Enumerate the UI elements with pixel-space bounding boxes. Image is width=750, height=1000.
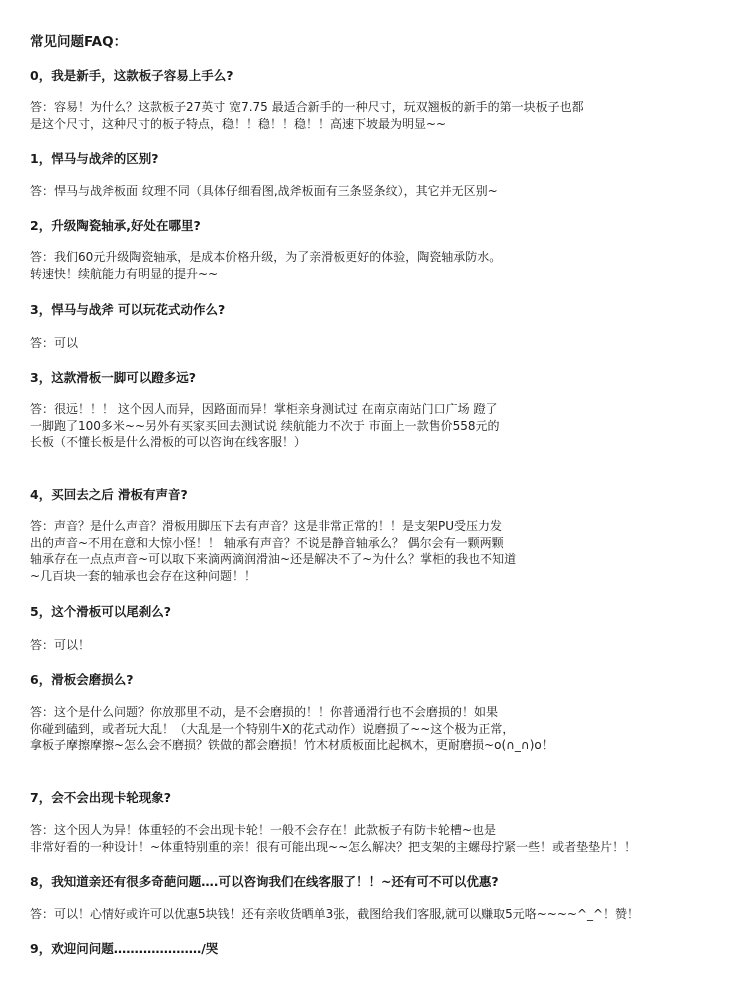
faq-answer-1 — [30, 183, 730, 200]
answer-line: 是这个尺寸，这种尺寸的板子特点，稳！！稳！！稳！！高速下坡最为明显~~ — [30, 116, 447, 131]
answer-line: 转速快！续航能力有明显的提升~~ — [30, 266, 219, 281]
faq-question-1: 1，悍马与战斧的区别? — [30, 151, 159, 166]
faq-question-7: 6，滑板会磨损么? — [30, 672, 134, 687]
answer-line: 答：声音？是什么声音？滑板用脚压下去有声音？这是非常正常的！！是支架PU受压力发 — [30, 519, 503, 533]
answer-line: 答：我们60元升级陶瓷轴承，是成本价格升级，为了亲滑板更好的体验，陶瓷轴承防水。 — [30, 250, 502, 264]
faq-question-0: 0，我是新手，这款板子容易上手么? — [30, 68, 234, 83]
page-title: 常见问题FAQ： — [30, 34, 128, 50]
faq-answer-8 — [30, 822, 730, 855]
faq-question-2: 2，升级陶瓷轴承,好处在哪里? — [30, 218, 201, 233]
faq-answer-2 — [30, 249, 730, 282]
answer-line: 拿板子摩擦摩擦~怎么会不磨损？铁做的都会磨损！竹木材质板面比起枫木，更耐磨损~o(∩_∩)o！ — [30, 738, 554, 752]
answer-line: 答：可以 — [30, 336, 79, 350]
faq-question-8: 7，会不会出现卡轮现象? — [30, 790, 171, 805]
faq-answer-7 — [30, 704, 730, 754]
faq-answer-0 — [30, 99, 730, 132]
faq-answer-5 — [30, 518, 730, 584]
answer-line: 长板（不懂长板是什么滑板的可以咨询在线客服！） — [30, 435, 307, 449]
faq-answer-6 — [30, 637, 730, 654]
answer-line: 出的声音~不用在意和大惊小怪！！ 轴承有声音？不说是静音轴承么？ 偶尔会有一颗两颗 — [30, 535, 504, 550]
answer-line: 答：很远！！！ 这个因人而异，因路面而异！掌柜亲身测试过 在南京南站门口广场 蹬了 — [30, 402, 498, 416]
answer-line: 轴承存在一点点声音~可以取下来滴两滴润滑油~还是解决不了~为什么？掌柜的我也不知道 — [30, 552, 517, 566]
faq-question-5: 4，买回去之后 滑板有声音? — [30, 487, 188, 502]
faq-answer-3 — [30, 335, 730, 352]
faq-question-4: 3，这款滑板一脚可以蹬多远? — [30, 370, 196, 385]
faq-question-3: 3，悍马与战斧 可以玩花式动作么? — [30, 302, 226, 317]
answer-line: 答：可以！ — [30, 638, 91, 652]
answer-line: 答：这个因人为异！体重轻的不会出现卡轮！一般不会存在！此款板子有防卡轮槽~也是 — [30, 823, 497, 837]
faq-question-6: 5，这个滑板可以尾刹么? — [30, 604, 171, 619]
answer-line: 你碰到磕到，或者玩大乱！（大乱是一个特别牛X的花式动作）说磨损了~~这个极为正常， — [30, 721, 515, 736]
faq-answer-9 — [30, 906, 730, 923]
answer-line: 答：容易！为什么？这款板子27英寸 宽7.75 最适合新手的一种尺寸，玩双翘板的新手的第一块板子也都 — [30, 100, 584, 114]
answer-line: 非常好看的一种设计！~体重特别重的亲！很有可能出现~~怎么解决？把支架的主螺母拧紧一些！或者垫垫片！！ — [30, 839, 637, 854]
answer-line: 答：可以！心情好或许可以优惠5块钱！还有亲收货晒单3张，截图给我们客服,就可以赚取5元咯~~~~^_^！赞！ — [30, 907, 640, 921]
answer-line: 答：悍马与战斧板面 纹理不同（具体仔细看图,战斧板面有三条竖条纹），其它并无区别~ — [30, 184, 498, 198]
answer-line: 一脚跑了100多米~~另外有买家买回去测试说 续航能力不次于 市面上一款售价558元的 — [30, 418, 500, 433]
answer-line: 答：这个是什么问题？你放那里不动，是不会磨损的！！你普通滑行也不会磨损的！如果 — [30, 705, 499, 719]
faq-question-9: 8，我知道亲还有很多奇葩问题….可以咨询我们在线客服了！！~还有可不可以优惠? — [30, 874, 499, 889]
faq-question-10: 9，欢迎问问题…………………/哭 — [30, 941, 219, 956]
answer-line: ~几百块一套的轴承也会存在这种问题！！ — [30, 568, 257, 583]
faq-answer-4 — [30, 401, 730, 451]
